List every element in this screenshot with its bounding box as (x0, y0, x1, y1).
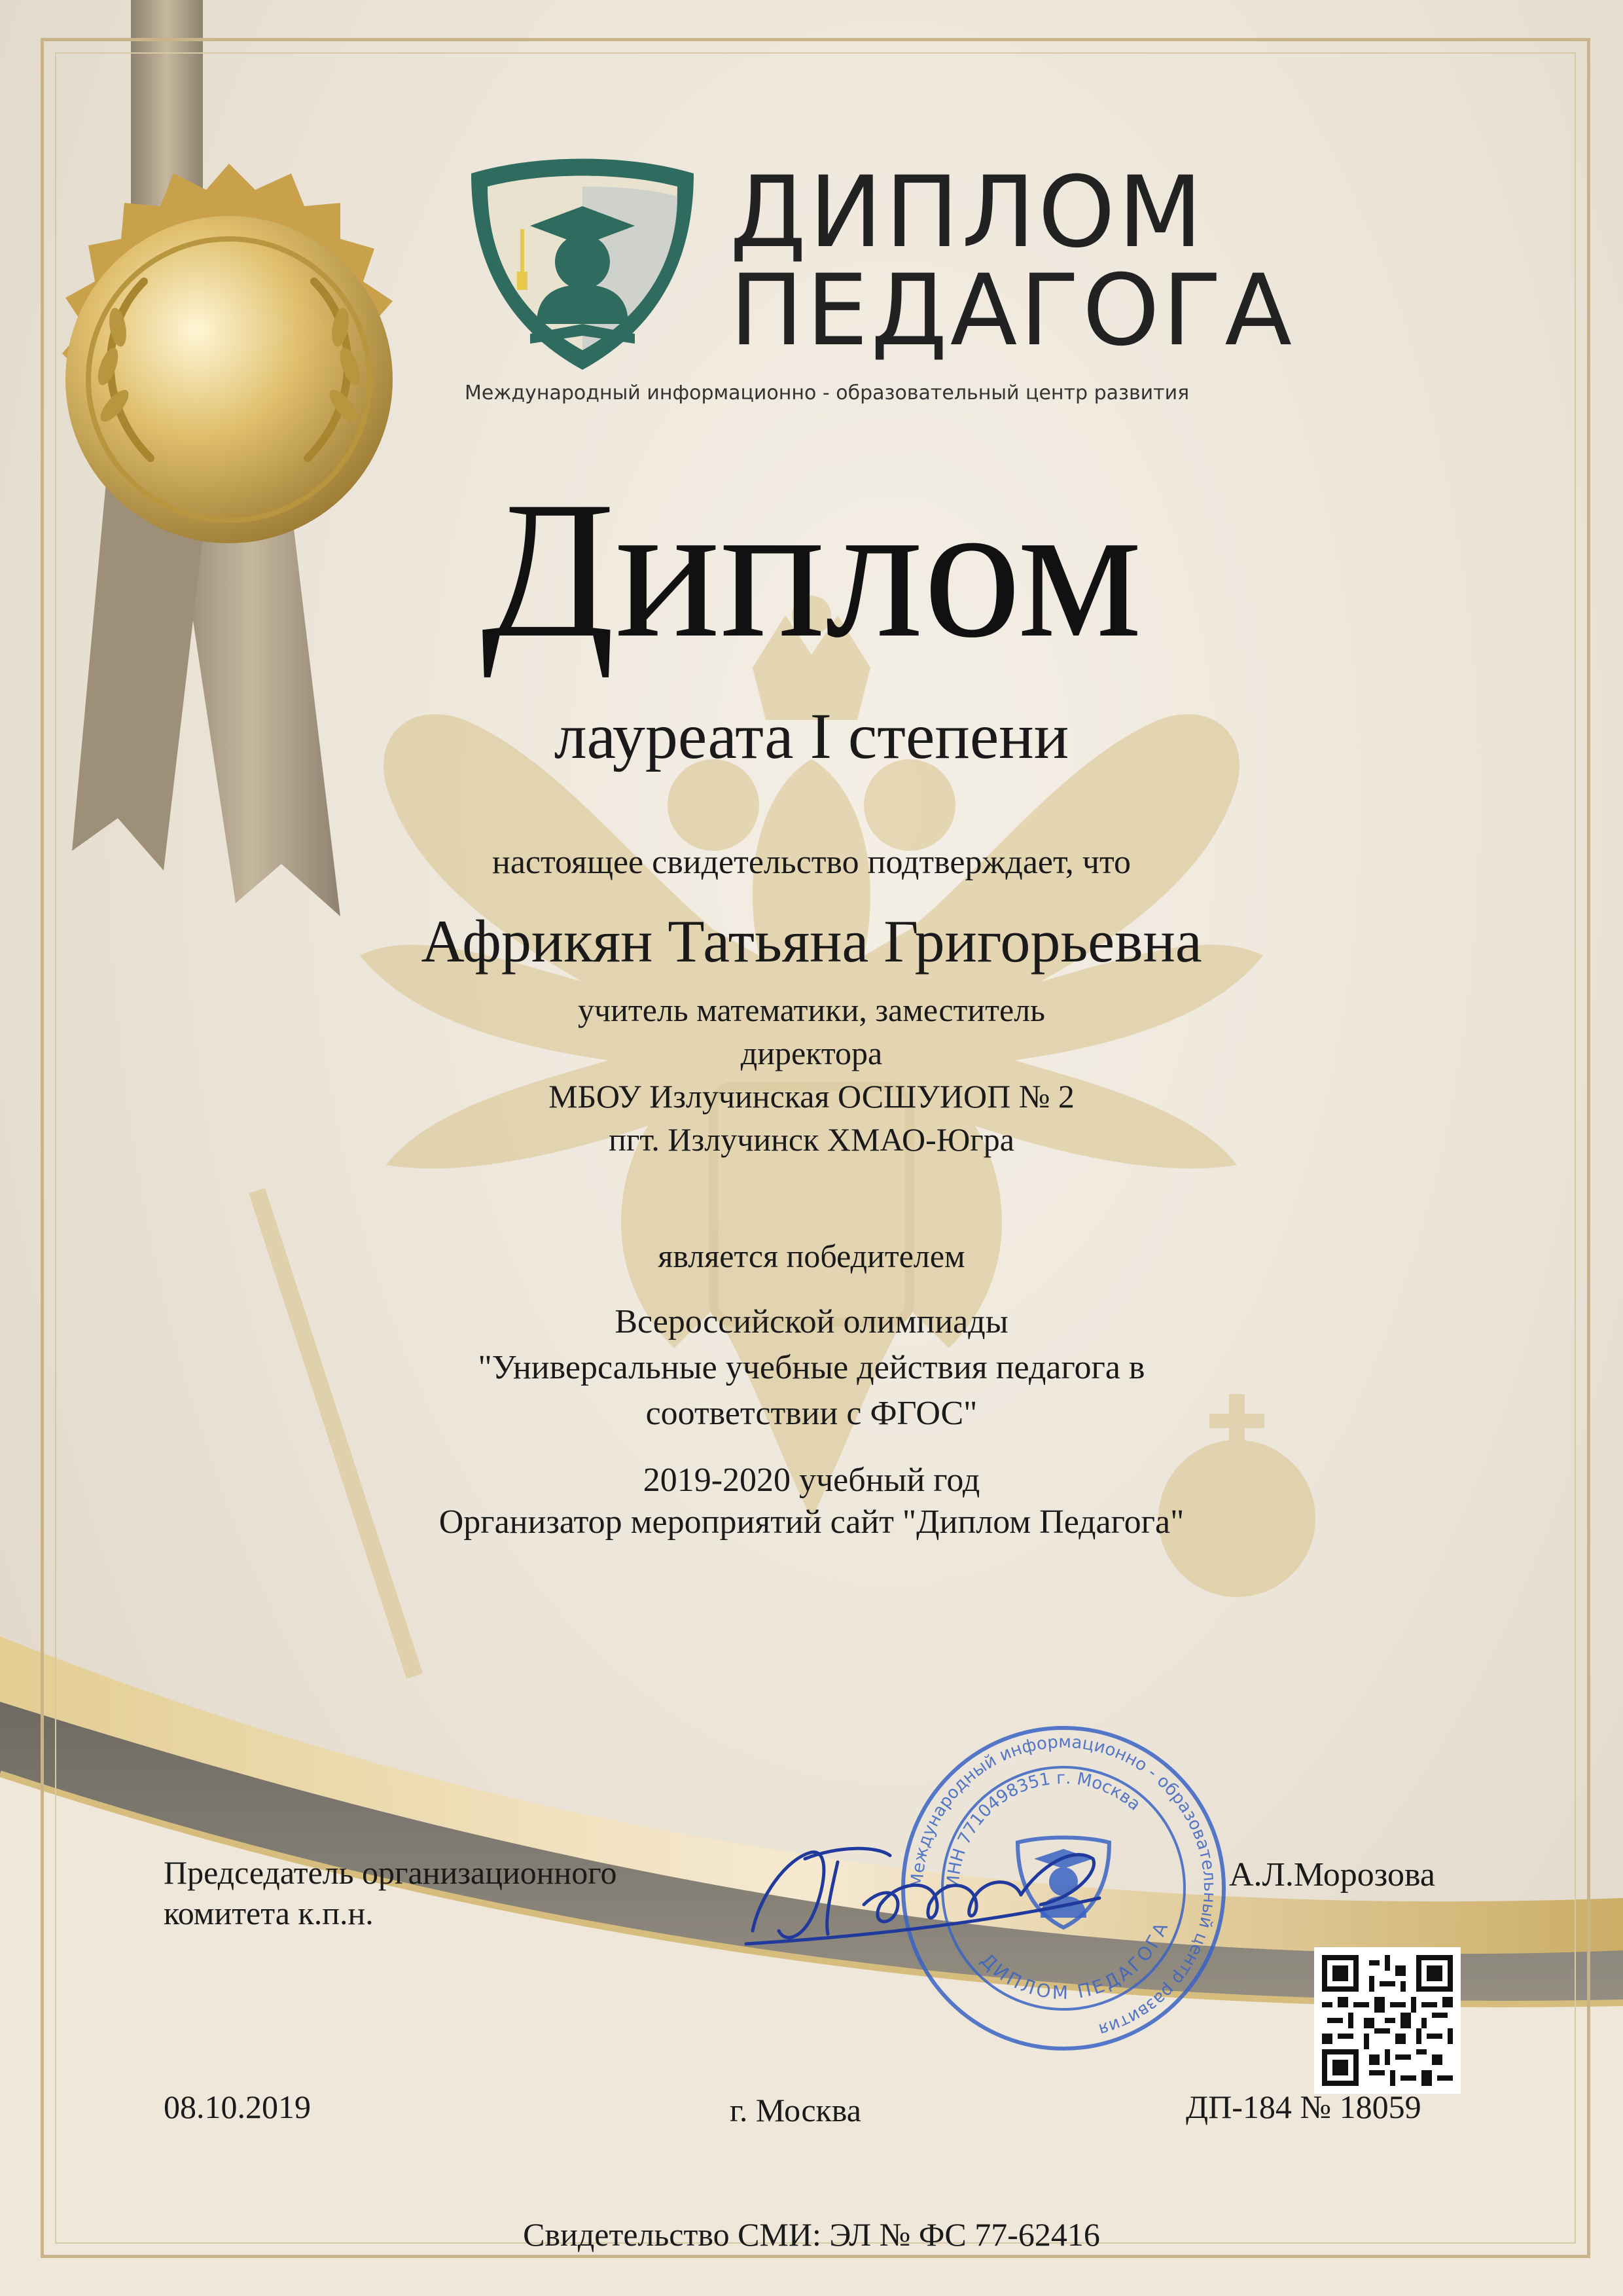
role-line: МБОУ Излучинская ОСШУИОП № 2 (548, 1078, 1075, 1115)
winner-text: является победителем (658, 1238, 965, 1274)
diploma-number: ДП-184 № 18059 (1186, 2089, 1421, 2125)
role-line: директора (740, 1035, 883, 1071)
academic-year: 2019-2020 учебный год (643, 1462, 980, 1499)
media-registration: Свидетельство СМИ: ЭЛ № ФС 77-62416 (523, 2216, 1100, 2253)
recipient-role (0, 988, 1623, 1161)
signer-name: А.Л.Морозова (1229, 1856, 1435, 1893)
stamp-outer-text: Международный информационно - образовательный центр развития (907, 1732, 1220, 2039)
event-name (0, 1299, 1623, 1437)
event-line: соответствии с ФГОС" (645, 1395, 978, 1432)
logo-tagline: Международный информационно - образовательный центр развития (465, 382, 1190, 404)
certifies-text: настоящее свидетельство подтверждает, что (491, 844, 1131, 881)
year-and-organizer (0, 1460, 1623, 1543)
event-line: Всероссийской олимпиады (615, 1303, 1008, 1340)
issue-city: г. Москва (730, 2092, 861, 2128)
role-line: учитель математики, заместитель (578, 992, 1045, 1028)
logo-title-line1: ДИПЛОМ (730, 156, 1205, 270)
recipient-name: Африкян Татьяна Григорьевна (421, 908, 1202, 975)
handwritten-signature (733, 1820, 1113, 1964)
diploma-subtitle: лауреата I степени (554, 700, 1069, 772)
signer-title-line: комитета к.п.н. (164, 1895, 374, 1931)
stamp-bottom-text: ДИПЛОМ ПЕДАГОГА (976, 1917, 1173, 2004)
event-line: "Универсальные учебные действия педагога в (478, 1349, 1145, 1386)
role-line: пгт. Излучинск ХМАО-Югра (609, 1121, 1014, 1158)
graduate-shield-logo-icon (458, 147, 707, 376)
signer-title (164, 1852, 617, 1933)
logo-title-line2: ПЕДАГОГА (730, 254, 1295, 368)
qr-code (1314, 1947, 1461, 2094)
diploma-title: Диплом (481, 461, 1142, 678)
signer-title-line: Председатель организационного (164, 1854, 617, 1891)
organizer-line: Организатор мероприятий сайт "Диплом Педагога" (438, 1503, 1185, 1541)
stamp-inn-text: ИНН 7710498351 г. Москва (943, 1768, 1145, 1889)
issue-date: 08.10.2019 (164, 2089, 311, 2125)
